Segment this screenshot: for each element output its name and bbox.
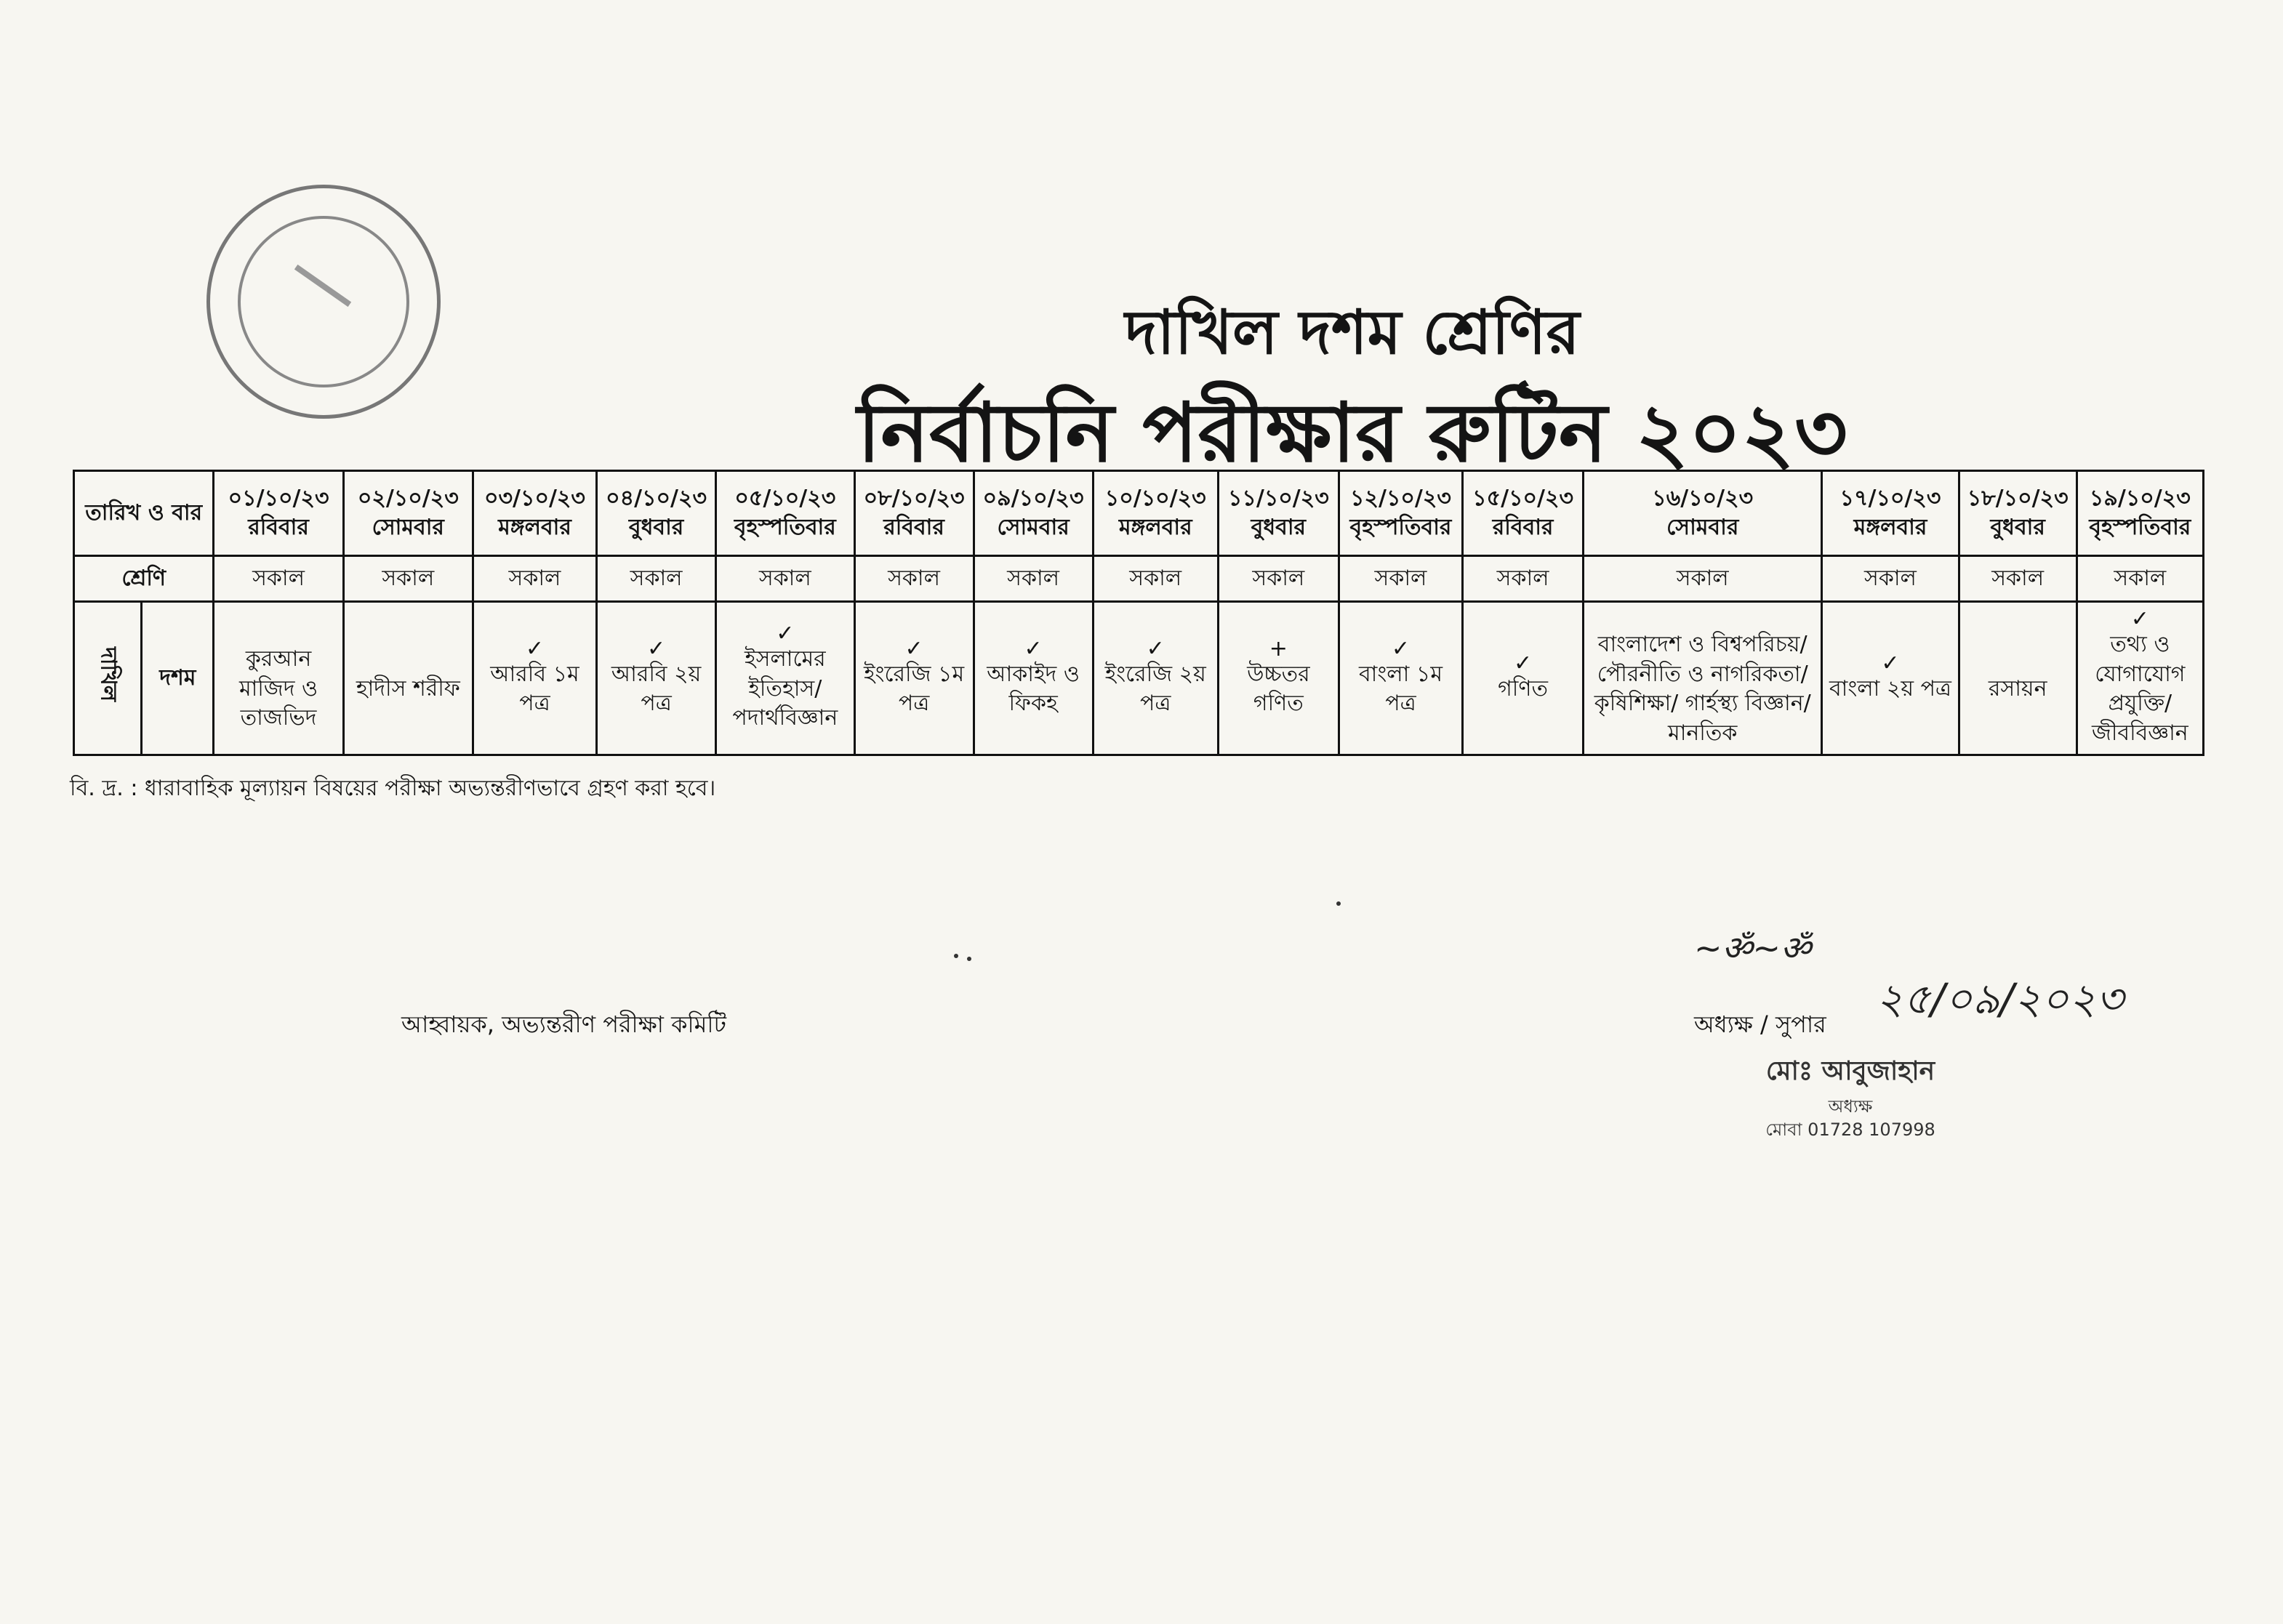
subject-cell (1959, 602, 2077, 755)
date-cell (1218, 471, 1339, 556)
check-mark-icon: + (1269, 635, 1288, 662)
subject-text: ইসলামের ইতিহাস/ পদার্থবিজ্ঞান (732, 646, 838, 731)
date-text: ১৮/১০/২৩ (1967, 485, 2069, 511)
subject-text: রসায়ন (1988, 675, 2047, 702)
date-cell (1463, 471, 1584, 556)
day-text: বৃহস্পতিবার (2089, 515, 2191, 540)
day-text: বৃহস্পতিবার (1349, 515, 1452, 540)
handwritten-signature: ~ॐ~ॐ (1694, 928, 1811, 968)
stamp-phone: মোবা 01728 107998 (1765, 1119, 1935, 1141)
dakhil-cell (74, 602, 142, 755)
check-mark-icon (346, 653, 470, 675)
check-mark-icon: ✓ (904, 635, 923, 662)
subject-cell (974, 602, 1093, 755)
date-text: ১৯/১০/২৩ (2089, 485, 2191, 511)
subject-text: তথ্য ও যোগাযোগ প্রযুক্তি/ জীববিজ্ঞান (2091, 632, 2188, 746)
day-text: সোমবার (372, 515, 444, 540)
shift-cell: সকাল (1822, 556, 1959, 602)
stamp-name: মোঃ আবুজাহান (1765, 1056, 1935, 1086)
day-text: বুধবার (1251, 515, 1307, 540)
day-text: রবিবার (1492, 515, 1554, 540)
subject-text: আরবি ১ম পত্র (490, 661, 579, 716)
subject-cell (1584, 602, 1822, 755)
subject-cell (854, 602, 974, 755)
date-cell (214, 471, 343, 556)
date-text: ১২/১০/২৩ (1350, 485, 1451, 511)
subject-text: বাংলা ২য় পত্র (1829, 675, 1951, 702)
dashom-cell: দশম (142, 602, 214, 755)
date-cell (854, 471, 974, 556)
date-cell (597, 471, 716, 556)
shift-cell: সকাল (214, 556, 343, 602)
subject-text: বাংলা ১ম পত্র (1358, 661, 1443, 716)
date-text: ০৩/১০/২৩ (484, 485, 585, 511)
subject-text: হাদীস শরীফ (356, 675, 460, 702)
page-title-line1: দাখিল দশম শ্রেণির (1125, 297, 1580, 368)
subject-text: আকাইদ ও ফিকহ (987, 661, 1080, 716)
speck (954, 954, 958, 958)
shift-cell: সকাল (1339, 556, 1462, 602)
subject-row (74, 602, 2204, 755)
shift-cell: সকাল (1584, 556, 1822, 602)
shift-cell: সকাল (1093, 556, 1218, 602)
shift-cell: সকাল (1218, 556, 1339, 602)
date-cell (1339, 471, 1462, 556)
subject-cell (1463, 602, 1584, 755)
date-cell (343, 471, 473, 556)
shift-cell: সকাল (473, 556, 596, 602)
shift-cell: সকাল (854, 556, 974, 602)
corner-cell: তারিখ ও বার (74, 471, 214, 556)
principal-stamp (1694, 1051, 2007, 1142)
check-mark-icon: ✓ (1391, 635, 1411, 662)
signature-date: ২৫/০৯/২০২৩ (1876, 974, 2124, 1024)
date-cell (1093, 471, 1218, 556)
check-mark-icon: ✓ (776, 621, 795, 647)
subject-cell (1218, 602, 1339, 755)
speck (1336, 901, 1341, 906)
subject-cell (1093, 602, 1218, 755)
date-text: ০৫/১০/২৩ (734, 485, 836, 511)
shift-cell: সকাল (597, 556, 716, 602)
class-label-cell: শ্রেণি (74, 556, 214, 602)
day-text: সোমবার (1666, 515, 1739, 540)
subject-cell (1822, 602, 1959, 755)
date-text: ১০/১০/২৩ (1104, 485, 1206, 511)
date-text: ০৮/১০/২৩ (863, 485, 965, 511)
date-cell (2077, 471, 2203, 556)
check-mark-icon: ✓ (1881, 650, 1900, 676)
subject-text: আরবি ২য় পত্র (611, 661, 702, 716)
date-cell (1959, 471, 2077, 556)
check-mark-icon: ✓ (1146, 635, 1165, 662)
check-mark-icon (216, 623, 340, 645)
date-text: ০২/১০/২৩ (357, 485, 459, 511)
day-text: মঙ্গলবার (1853, 515, 1927, 540)
day-text: রবিবার (248, 515, 309, 540)
date-text: ১১/১০/২৩ (1227, 485, 1329, 511)
subject-text: কুরআন মাজিদ ও তাজভিদ (238, 646, 318, 731)
check-mark-icon: ✓ (1514, 650, 1533, 676)
date-cell (1822, 471, 1959, 556)
day-text: বৃহস্পতিবার (734, 515, 836, 540)
date-cell (974, 471, 1093, 556)
shift-cell: সকাল (1463, 556, 1584, 602)
subject-text: বাংলাদেশ ও বিশ্বপরিচয়/ পৌরনীতি ও নাগরিকতা/ কৃষিশিক্ষা/ গার্হস্থ্য বিজ্ঞান/ মানতিক (1594, 632, 1811, 746)
check-mark-icon: ✓ (1024, 635, 1043, 662)
subject-cell (473, 602, 596, 755)
day-text: বুধবার (628, 515, 684, 540)
check-mark-icon: ✓ (525, 635, 545, 662)
date-cell (1584, 471, 1822, 556)
date-cell (716, 471, 854, 556)
subject-text: গণিত (1498, 675, 1549, 702)
day-text: সোমবার (997, 515, 1070, 540)
dakhil-label: দাখিল (95, 646, 121, 702)
date-text: ১৬/১০/২৩ (1652, 485, 1754, 511)
subject-cell (214, 602, 343, 755)
shift-cell: সকাল (2077, 556, 2203, 602)
footnote: বি. দ্র. : ধারাবাহিক মূল্যায়ন বিষয়ের পরীক্ষা অভ্যন্তরীণভাবে গ্রহণ করা হবে। (70, 776, 716, 801)
date-text: ০১/১০/২৩ (228, 485, 329, 511)
speck (967, 957, 971, 961)
date-day-row (74, 471, 2204, 556)
date-text: ১৫/১০/২৩ (1472, 485, 1574, 511)
subject-text: উচ্চতর গণিত (1247, 661, 1310, 716)
day-text: বুধবার (1990, 515, 2045, 540)
shift-cell: সকাল (974, 556, 1093, 602)
convener-signature-label: আহ্বায়ক, অভ্যন্তরীণ পরীক্ষা কমিটি (401, 1010, 726, 1038)
subject-text: ইংরেজি ২য় পত্র (1104, 661, 1206, 716)
date-cell (473, 471, 596, 556)
subject-cell (2077, 602, 2203, 755)
check-mark-icon (1586, 608, 1819, 630)
shift-cell: সকাল (1959, 556, 2077, 602)
day-text: রবিবার (883, 515, 944, 540)
day-text: মঙ্গলবার (498, 515, 571, 540)
date-text: ০৯/১০/২৩ (982, 485, 1084, 511)
stamp-title: অধ্যক্ষ (1828, 1096, 1873, 1117)
principal-signature-label: অধ্যক্ষ / সুপার (1694, 1010, 1826, 1038)
page-title-line2: নির্বাচনি পরীক্ষার রুটিন ২০২৩ (857, 386, 1847, 481)
day-text: মঙ্গলবার (1118, 515, 1192, 540)
subject-cell (716, 602, 854, 755)
subject-cell (597, 602, 716, 755)
date-text: ০৪/১০/২৩ (606, 485, 707, 511)
shift-row (74, 556, 2204, 602)
exam-routine-table (73, 470, 2204, 756)
check-mark-icon: ✓ (2130, 606, 2149, 632)
date-text: ১৭/১০/২৩ (1839, 485, 1941, 511)
shift-cell: সকাল (716, 556, 854, 602)
subject-text: ইংরেজি ১ম পত্র (863, 661, 965, 716)
subject-cell (1339, 602, 1462, 755)
check-mark-icon: ✓ (647, 635, 666, 662)
shift-cell: সকাল (343, 556, 473, 602)
subject-cell (343, 602, 473, 755)
check-mark-icon (1962, 653, 2074, 675)
